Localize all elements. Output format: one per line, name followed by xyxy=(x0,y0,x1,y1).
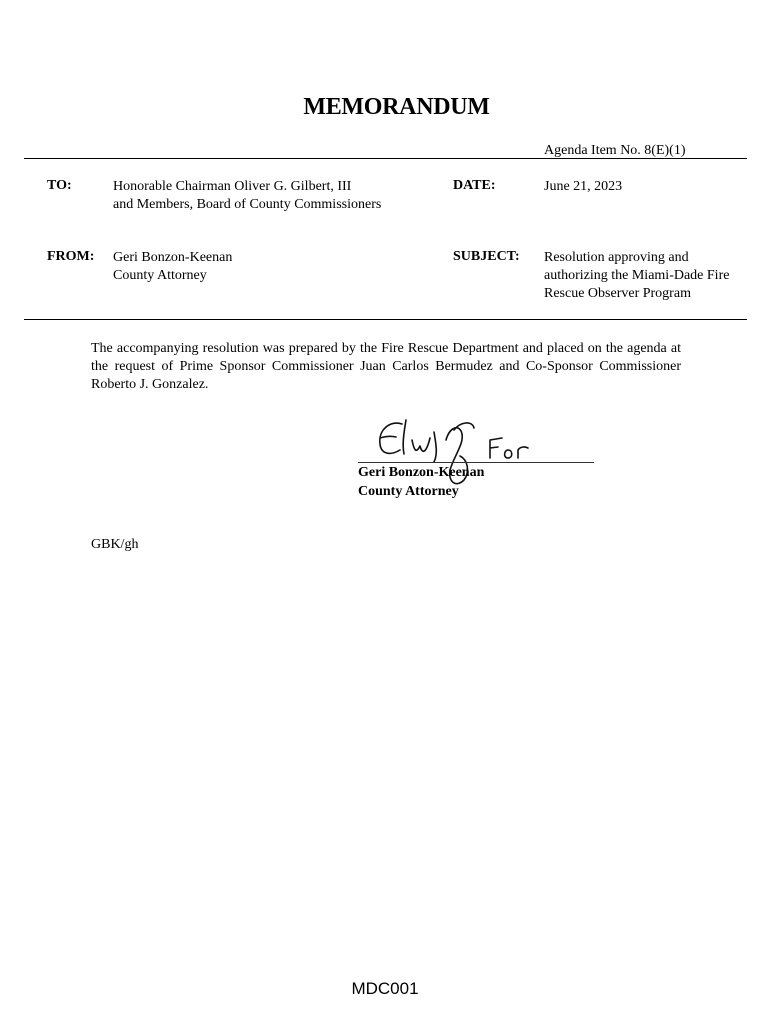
subject-line: authorizing the Miami-Dade Fire xyxy=(544,268,730,283)
subject-line: Rescue Observer Program xyxy=(544,286,691,301)
fields-divider xyxy=(24,319,747,320)
memo-body-paragraph: The accompanying resolution was prepared by the Fire Rescue Department and placed on the agenda at the request of Prime Sponsor Commissioner Juan Carlos Bermudez and Co-Sponsor Commissioner Roberto J. Gonzalez. xyxy=(91,341,681,392)
typist-initials: GBK/gh xyxy=(91,537,139,552)
to-line: Honorable Chairman Oliver G. Gilbert, III xyxy=(113,179,352,194)
subject-line: Resolution approving and xyxy=(544,250,689,265)
to-label: TO: xyxy=(47,178,72,193)
page-code: MDC001 xyxy=(351,979,419,998)
from-label: FROM: xyxy=(47,249,95,264)
subject-value xyxy=(544,249,729,303)
agenda-item-number: Agenda Item No. 8(E)(1) xyxy=(544,143,686,158)
signatory xyxy=(358,463,484,501)
from-sender xyxy=(113,249,232,285)
signatory-name: Geri Bonzon-Keenan xyxy=(358,465,485,480)
date-value: June 21, 2023 xyxy=(544,179,623,194)
header-divider xyxy=(24,158,747,159)
date-label: DATE: xyxy=(453,178,496,193)
to-line: and Members, Board of County Commissioners xyxy=(113,197,382,212)
memo-title: MEMORANDUM xyxy=(303,94,490,120)
to-recipients xyxy=(113,178,381,214)
signatory-title: County Attorney xyxy=(358,484,459,499)
from-line: County Attorney xyxy=(113,268,207,283)
subject-label: SUBJECT: xyxy=(453,249,520,264)
from-line: Geri Bonzon-Keenan xyxy=(113,250,233,265)
